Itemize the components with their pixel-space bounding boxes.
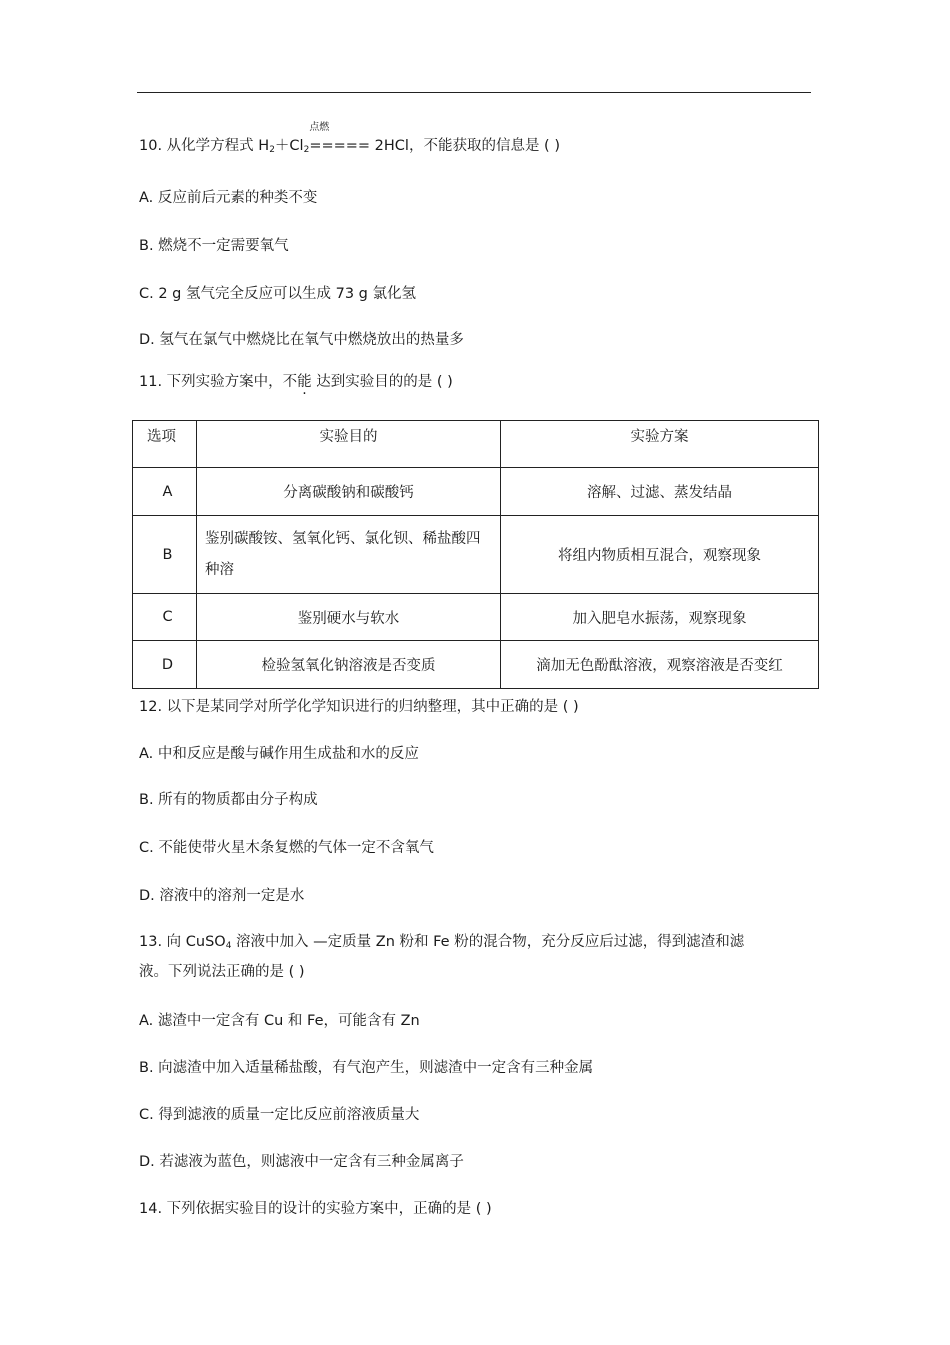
q12-option-c: C. 不能使带火星木条复燃的气体一定不含氧气	[139, 840, 434, 856]
q10-option-b: B. 燃烧不一定需要氧气	[139, 238, 289, 254]
emphasis-dotted-char: 能	[297, 374, 312, 390]
table-row: B 鉴别碳酸铵、氢氧化钙、氯化钡、稀盐酸四种溶 将组内物质相互混合，观察现象	[133, 516, 819, 594]
q12-option-d: D. 溶液中的溶剂一定是水	[139, 888, 305, 904]
question-13-stem: 13. 向 CuSO$_4$ 溶液中加入 —定质量 Zn 粉和 Fe 粉的混合物，充分反应后过滤，得到滤渣和滤	[139, 934, 745, 951]
question-10-stem: 10. 从化学方程式 $H_2+Cl_2$ 点燃 ===== 2HCl，不能获取的信息是 ( )	[139, 122, 560, 155]
q13-option-c: C. 得到滤液的质量一定比反应前溶液质量大	[139, 1107, 420, 1123]
question-13-stem-cont: 液。下列说法正确的是 ( )	[139, 964, 305, 980]
q13-option-a: A. 滤渣中一定含有 Cu 和 Fe，可能含有 Zn	[139, 1013, 420, 1029]
q10-option-d: D. 氢气在氯气中燃烧比在氧气中燃烧放出的热量多	[139, 332, 464, 348]
header-option: 选项	[133, 421, 197, 468]
header-purpose: 实验目的	[197, 421, 501, 468]
reaction-condition: 点燃 =====	[309, 122, 371, 154]
header-plan: 实验方案	[501, 421, 819, 468]
q13-option-d: D. 若滤液为蓝色，则滤液中一定含有三种金属离子	[139, 1154, 464, 1170]
q12-option-a: A. 中和反应是酸与碱作用生成盐和水的反应	[139, 746, 419, 762]
question-14-stem: 14. 下列依据实验目的设计的实验方案中，正确的是 ( )	[139, 1201, 492, 1217]
table-row: D 检验氢氧化钠溶液是否变质 滴加无色酚酞溶液，观察溶液是否变红	[133, 641, 819, 689]
question-12-stem: 12. 以下是某同学对所学化学知识进行的归纳整理，其中正确的是 ( )	[139, 699, 579, 715]
header-rule	[137, 92, 811, 93]
experiment-table	[132, 420, 819, 689]
table-row: C 鉴别硬水与软水 加入肥皂水振荡，观察现象	[133, 594, 819, 641]
q12-option-b: B. 所有的物质都由分子构成	[139, 792, 318, 808]
table-header-row	[133, 421, 819, 468]
q10-option-c: C. 2 g 氢气完全反应可以生成 73 g 氯化氢	[139, 286, 416, 302]
q10-option-a: A. 反应前后元素的种类不变	[139, 190, 318, 206]
q13-option-b: B. 向滤渣中加入适量稀盐酸，有气泡产生，则滤渣中一定含有三种金属	[139, 1060, 594, 1076]
question-11-stem: 11. 下列实验方案中，不能 达到实验目的的是 ( )	[139, 374, 453, 390]
table-row: A 分离碳酸钠和碳酸钙 溶解、过滤、蒸发结晶	[133, 468, 819, 516]
